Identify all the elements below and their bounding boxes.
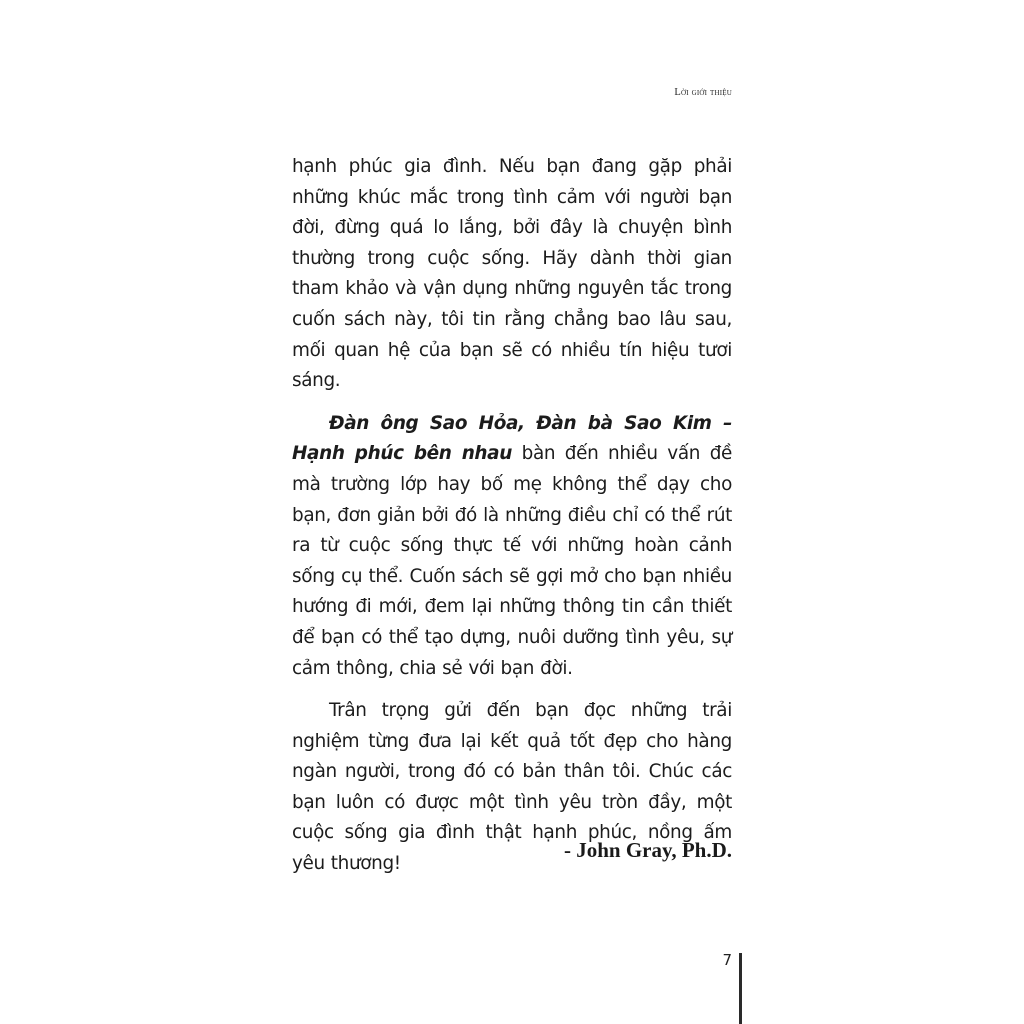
page-number: 7 — [722, 951, 732, 969]
paragraph-3: Trân trọng gửi đến bạn đọc những trải nghiệm từng đưa lại kết quả tốt đẹp cho hàng ngàn người, trong đó có bản thân tôi. Chúc các bạn luôn có được một tình yêu tròn đầy, một cuộc sống gia đình thật hạnh phúc, nồng ấm yêu thương! — [292, 700, 732, 875]
body-text — [292, 152, 732, 892]
paragraph-2-text: bàn đến nhiều vấn đề mà trường lớp hay bố mẹ không thể dạy cho bạn, đơn giản bởi đó là những điều chỉ có thể rút ra từ cuộc sống thực tế với những hoàn cảnh sống cụ thể. Cuốn sách sẽ gợi mở cho bạn nhiều hướng đi mới, đem lại những thông tin cần thiết để bạn có thể tạo dựng, nuôi dưỡng tình yêu, sự cảm thông, chia sẻ với bạn đời. — [292, 443, 732, 679]
page-edge-rule — [739, 953, 742, 1024]
running-header: Lời giới thiệu — [674, 87, 732, 98]
author-signature: - John Gray, Ph.D. — [563, 838, 732, 862]
paragraph-2 — [292, 409, 732, 684]
book-title: Đàn ông Sao Hỏa, Đàn bà Sao Kim – Hạnh phúc bên nhau — [292, 412, 732, 465]
paragraph-1: hạnh phúc gia đình. Nếu bạn đang gặp phải những khúc mắc trong tình cảm với người bạn đời, đừng quá lo lắng, bởi đây là chuyện bình thường trong cuộc sống. Hãy dành thời gian tham khảo và vận dụng những nguyên tắc trong cuốn sách này, tôi tin rằng chẳng bao lâu sau, mối quan hệ của bạn sẽ có nhiều tín hiệu tươi sáng. — [292, 156, 732, 392]
